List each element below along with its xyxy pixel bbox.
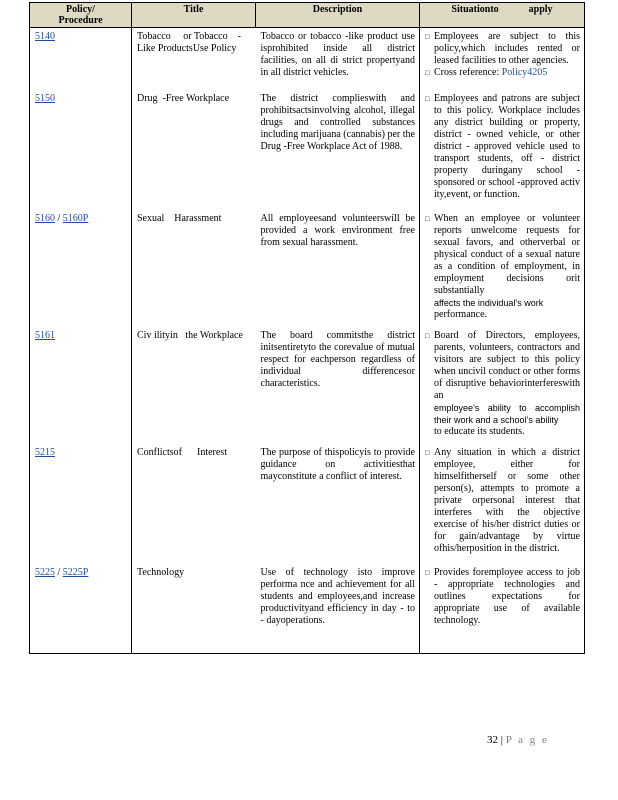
situation-list [425,447,580,555]
situation-item [425,447,580,555]
situation-list [425,31,580,79]
situation-cell [420,90,585,210]
situation-list [425,93,580,201]
situation-list [425,567,580,627]
policy-link[interactable]: 5160P [62,212,89,224]
policy-link[interactable]: 5150 [35,92,55,104]
situation-item [425,213,580,321]
header-policy [30,3,132,28]
description-cell: The district complieswith and prohibitsactsinvolving alcohol, illegal drugs and controlled substances including marijuana (cannabis) per the Drug -Free Workplace Act of 1988. [256,90,420,210]
table-row [30,28,585,90]
situation-text: Cross reference: [434,67,500,78]
policy-link[interactable]: 5161 [35,329,55,341]
policy-link[interactable]: 5225P [62,566,89,578]
header-description: Description [256,3,420,28]
page-number: 32 [487,734,498,746]
header-policy-line2: Procedure [58,15,103,26]
table-row [30,564,585,654]
description-cell: The purpose of thispolicyis to provide guidance on activitiesthat mayconstitute a conflict of interest. [256,444,420,564]
policy-cell [30,327,132,444]
situation-list [425,213,580,321]
situation-emphasis-text: affects the individual’s work [434,297,544,308]
title-cell: Sexual Harassment [137,212,222,224]
situation-item [425,31,580,67]
policy-cell [30,210,132,327]
situation-text: Employees are subject to this policy,which includes rented or leased facilities to other agencies. [434,31,580,66]
situation-item [425,67,580,79]
cross-reference-link[interactable]: Policy4205 [501,67,548,78]
situation-cell [420,327,585,444]
situation-item [425,567,580,627]
policy-separator: / [55,566,63,578]
situation-cell [420,564,585,654]
policy-link[interactable]: 5225 [35,566,55,578]
header-policy-line1: Policy/ [66,4,95,15]
header-row [30,3,585,28]
situation-text: Employees and patrons are subject to this policy. Workplace includes any district building or property, district - owned vehicle, or other district - approved vehicle used to transport students, off - district property duringany school - sponsored or school -approved activ ity,event, or function. [434,92,580,200]
policy-link[interactable]: 5215 [35,446,55,458]
situation-cell [420,28,585,90]
header-title: Title [132,3,256,28]
table-row [30,327,585,444]
square-bullet-icon: □ [425,69,430,77]
header-situation: Situationto apply [420,3,585,28]
title-cell: Technology [132,564,256,654]
square-bullet-icon: □ [425,448,430,457]
situation-text: Provides foremployee access to job - appropriate technologies and outlines expectations for appropriate use of available technology. [434,566,580,626]
situation-item [425,330,580,438]
situation-cell [420,210,585,327]
title-cell: Tobacco or Tobacco -Like ProductsUse Policy [137,31,241,54]
title-cell: Drug -Free Workplace [137,92,230,104]
policy-table [29,2,585,654]
situation-cell [420,444,585,564]
situation-tail-text: performance. [434,308,488,320]
page-footer [487,734,549,746]
square-bullet-icon: □ [425,568,430,577]
table-row [30,210,585,327]
policy-link[interactable]: 5140 [35,31,55,42]
situation-text: When an employee or volunteer reports unwelcome requests for sexual favors, and otherverbal or physical conduct of a sexual nature as a condition of employment, in employment decisions orit substantially [434,212,580,296]
situation-text: Any situation in which a district employee, either for himselfitherself or some other person(s), attempts to promote a private orpersonal interest that interferes with the objective exercise of his/her district duties or for gain/advantage by virtue ofhis/herposition in the district. [434,446,580,554]
table-row [30,90,585,210]
title-cell: Civ ilityin the Workplace [137,329,243,341]
situation-text: Board of Directors, employees, parents, volunteers, contractors and visitors are subject to this policy when uncivil conduct or other forms of disruptive behaviorinterfereswith an [434,329,580,401]
situation-emphasis-text: employee’s ability to accomplish their work and a school’s ability [434,402,580,425]
square-bullet-icon: □ [425,94,430,103]
policy-cell [30,444,132,564]
description-cell: The board commitsthe district initsentiretyto the corevalue of mutual respect for eachperson regardless of individual differencesor characteristics. [256,327,420,444]
description-cell: All employeesand volunteerswill be provided a work environment free from sexual harassment. [256,210,420,327]
description-cell: Use of technology isto improve performa nce and achievement for all students and employees,and increase productivityand efficiency in day - to - dayoperations. [256,564,420,654]
square-bullet-icon: □ [425,331,430,340]
policy-link[interactable]: 5160 [35,212,55,224]
table-row [30,444,585,564]
policy-cell [30,90,132,210]
policy-cell [30,564,132,654]
square-bullet-icon: □ [425,214,430,223]
situation-list [425,330,580,438]
square-bullet-icon: □ [425,33,430,41]
description-cell: Tobacco or tobacco -like product use isprohibited inside all district facilities, on all di strict propertyand in all district vehicles. [256,28,420,90]
policy-cell [30,28,132,90]
title-cell: Conflictsof Interest [137,446,227,458]
policy-separator: / [55,212,63,224]
situation-item [425,93,580,201]
situation-tail-text: to educate its students. [434,425,525,437]
page-label: P a g e [505,734,549,746]
page-separator: | [500,734,503,746]
